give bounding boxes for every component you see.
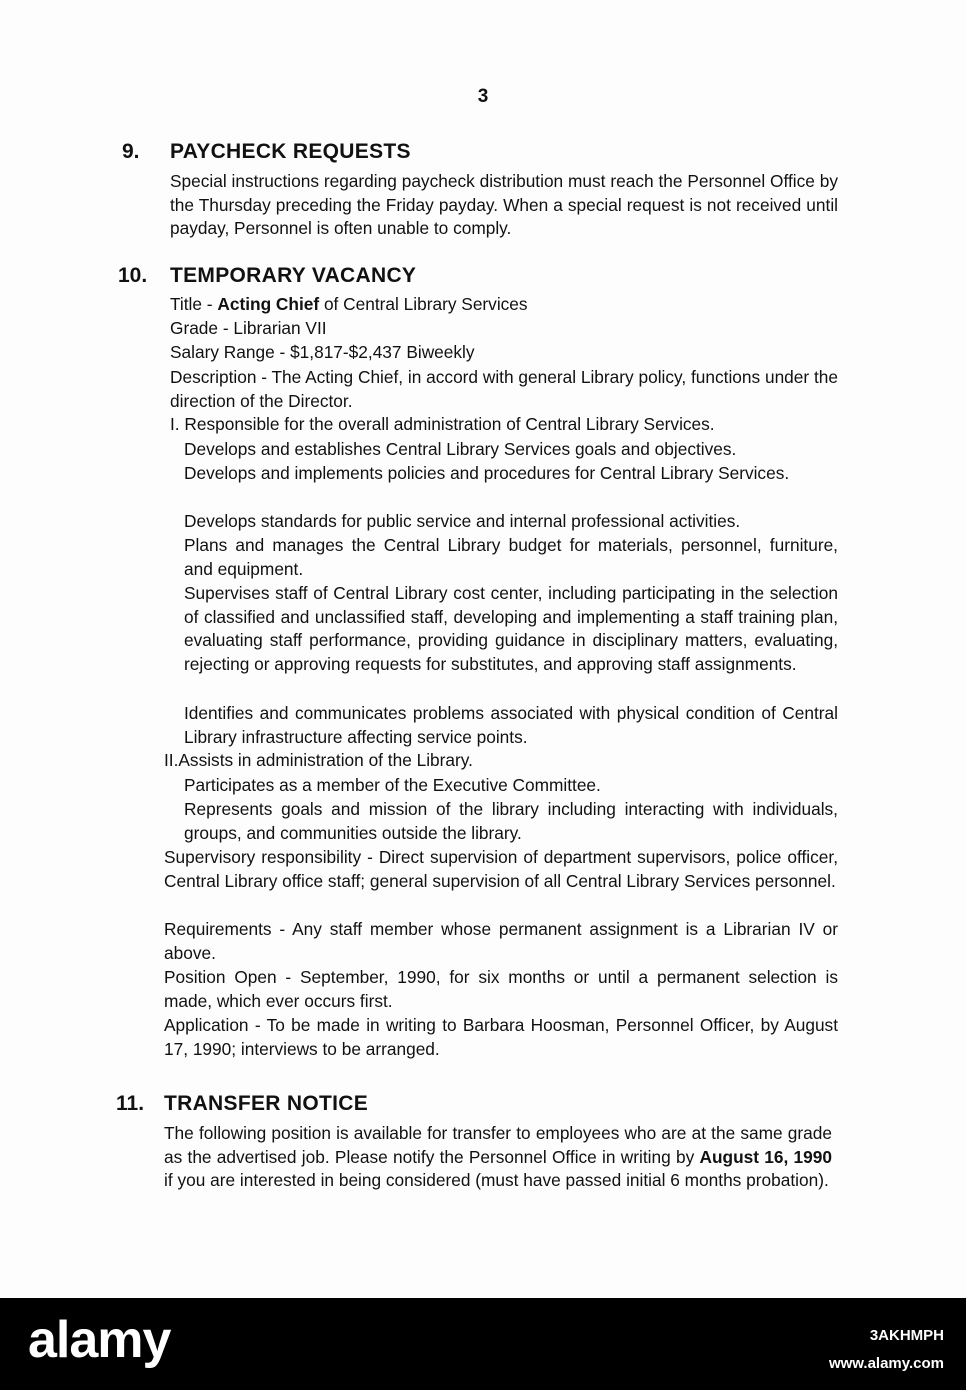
section-number: 9.: [122, 140, 140, 163]
section-body: Special instructions regarding paycheck distribution must reach the Personnel Office by the Thursday preceding the Friday payday. When a special request is not received until payday, Personnel is often unable to comply.: [170, 171, 838, 238]
vacancy-salary: Salary Range - $1,817-$2,437 Biweekly: [170, 342, 475, 362]
duty-item: Develops and implements policies and procedures for Central Library Services.: [184, 463, 790, 483]
vacancy-description: Description - The Acting Chief, in accord with general Library policy, functions under the direction of the Director.: [170, 367, 838, 411]
vacancy-job-title: Acting Chief: [217, 294, 320, 314]
vacancy-grade: Grade - Librarian VII: [170, 318, 327, 338]
footer-url: www.alamy.com: [828, 1355, 944, 1372]
vacancy-requirements: Requirements - Any staff member whose permanent assignment is a Librarian IV or above.: [164, 919, 838, 963]
page-number: 3: [477, 86, 489, 107]
alamy-logo: alamy: [28, 1311, 171, 1369]
vacancy-title-line: Title - Acting Chief of Central Library Services: [170, 294, 528, 314]
section-number: 11.: [116, 1092, 145, 1115]
duty-item: Participates as a member of the Executive Committee.: [184, 775, 601, 795]
duty-item: Represents goals and mission of the library including interacting with individuals, groups, and communities outside the library.: [184, 799, 838, 843]
transfer-deadline: August 16, 1990: [699, 1146, 832, 1167]
vacancy-application: Application - To be made in writing to Barbara Hoosman, Personnel Officer, by August 17, 1990; interviews to be arranged.: [164, 1015, 838, 1059]
section-number: 10.: [118, 264, 148, 287]
duty-item: Identifies and communicates problems associated with physical condition of Central Library infrastructure affecting service points.: [184, 703, 838, 747]
duty-item: Develops and establishes Central Library Services goals and objectives.: [184, 439, 737, 459]
vacancy-position-open: Position Open - September, 1990, for six months or until a permanent selection is made, which ever occurs first.: [164, 967, 838, 1011]
vacancy-supervisory: Supervisory responsibility - Direct supervision of department supervisors, police officer, Central Library office staff; general supervision of all Central Library Services personnel.: [164, 847, 838, 891]
section-title: TRANSFER NOTICE: [164, 1092, 368, 1115]
duty-group-1: I. Responsible for the overall administration of Central Library Services.: [170, 414, 715, 434]
section-body: The following position is available for transfer to employees who are at the same grade as the advertised job. Please notify the Personnel Office in writing by August 16, 1990 if you are interested in being considered (must have passed initial 6 months probation).: [164, 1123, 832, 1190]
duty-group-2: II.Assists in administration of the Library.: [164, 750, 473, 770]
image-id: 3AKHMPH: [869, 1327, 944, 1344]
section-title: PAYCHECK REQUESTS: [170, 140, 411, 163]
duty-item: Plans and manages the Central Library budget for materials, personnel, furniture, and equipment.: [184, 535, 838, 579]
duty-item: Develops standards for public service and internal professional activities.: [184, 511, 741, 531]
duty-item: Supervises staff of Central Library cost center, including participating in the selection of classified and unclassified staff, developing and implementing a staff training plan, evaluating staff performance, providing guidance in disciplinary matters, evaluating, rejecting or approving requests for substitutes, and approving staff assignments.: [184, 583, 838, 674]
section-title: TEMPORARY VACANCY: [170, 264, 417, 287]
